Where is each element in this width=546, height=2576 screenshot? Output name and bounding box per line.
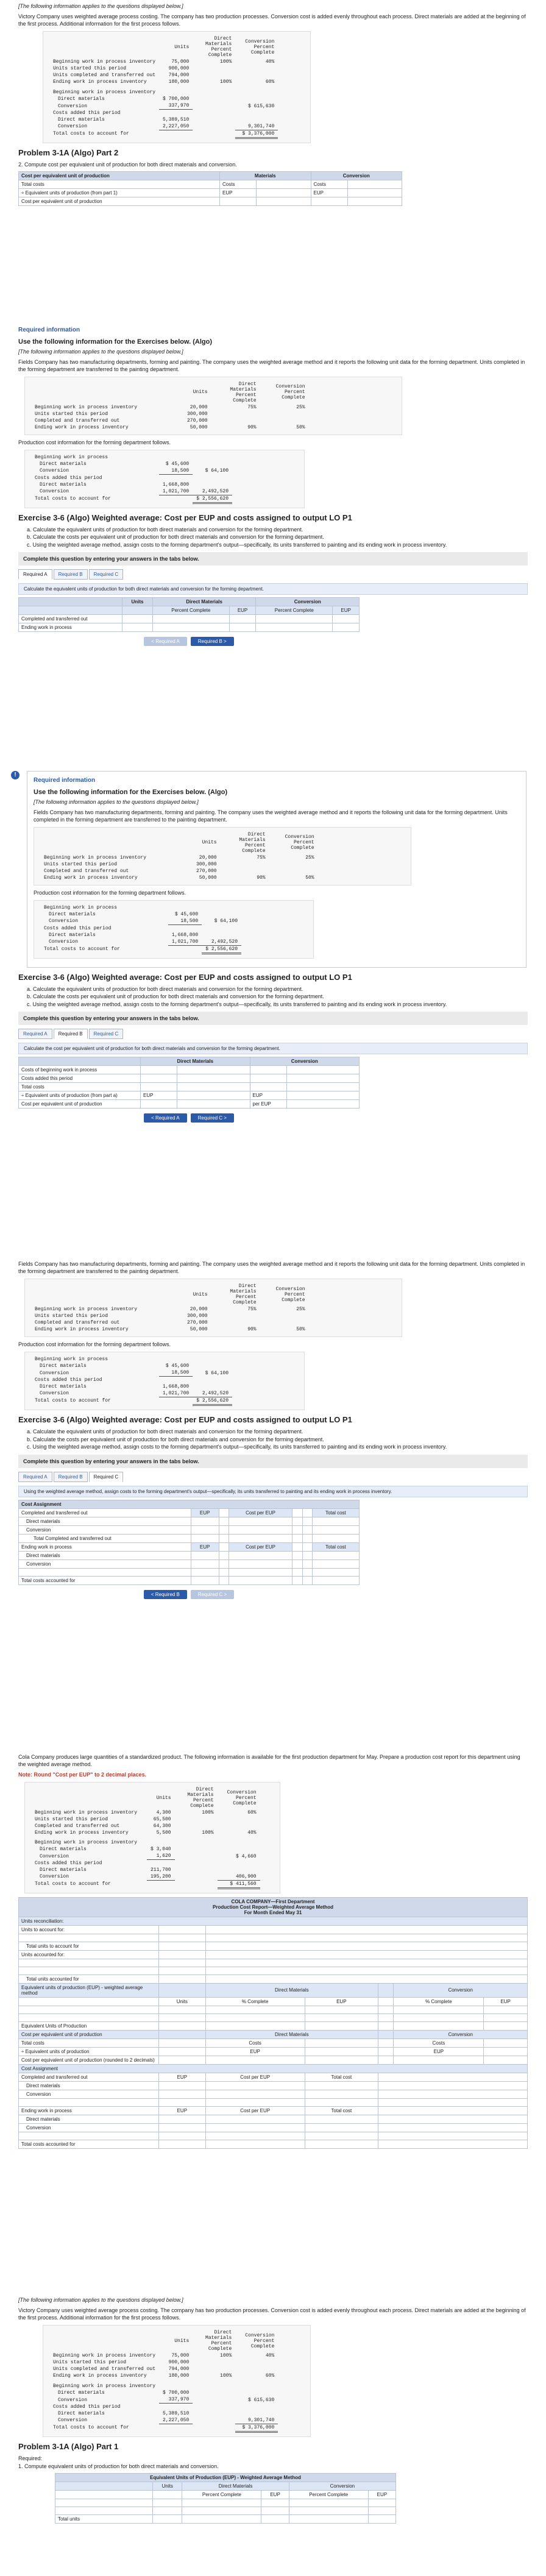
tab-required-a[interactable]: Required A [18, 1029, 52, 1039]
parts-list [18, 526, 528, 549]
answer-input[interactable] [257, 197, 311, 206]
list-item: a. Calculate the equivalent units of production for both direct materials and conversion for the forming department. [27, 526, 303, 533]
data-table-panel [24, 1279, 402, 1337]
table-row: Beginning work in process inventory [35, 1840, 138, 1846]
answer-input[interactable] [312, 1525, 359, 1534]
instruction-bar: Calculate the equivalent units of production for both direct materials and conversion for the forming department. [18, 583, 528, 595]
grid-row-label: Cost per equivalent unit of production [19, 197, 220, 206]
table-row: Completed and transferred out 64,300 [35, 1823, 171, 1829]
section-exercise-req-b [0, 771, 546, 1127]
list-item: c. Using the weighted average method, assign costs to the forming department's output—specifically, its units transferred to painting and its ending work in process inventory. [27, 541, 447, 548]
required-info-title: Required information [18, 327, 80, 333]
unit-data-table [49, 35, 278, 139]
exercise-heading: Use the following information for the Exercises below. (Algo) [34, 788, 228, 796]
answer-input[interactable] [177, 1100, 250, 1109]
answer-input[interactable] [305, 2014, 378, 2021]
complete-banner: Complete this question by entering your answers in the tabs below. [18, 1455, 528, 1468]
table-row: Conversion 337,970 $ 615,630 [58, 2397, 275, 2403]
required-label: Required: [18, 2455, 43, 2461]
unit-data-table: Units Direct Materials Percent Complete Conversion Percent Complete Beginning work in process inventory 75,000 100% 40% Units started this period 900,000 Units completed and transferred out 794,000 Ending work in process inventory 180,000 100% 60% Beginning work in process inventory Direct materials $ 700,000 Conversion 337,970 $ 615,630 Costs added this period Direct materials 5,389,510 Conversion 2,227,050 9,301,740 Total costs to account for $ 3,376,000 [49, 2329, 278, 2433]
next-button[interactable]: Required C > [191, 1590, 234, 1599]
table-row: Conversion 1,021,700 2,492,520 [31, 1390, 232, 1397]
table-row: Costs added this period [44, 925, 112, 931]
data-table-panel [24, 377, 402, 435]
answer-input[interactable] [182, 2499, 261, 2507]
grid-row-label: Completed and transferred out [19, 615, 122, 623]
grid-row-label: Total units [55, 2515, 153, 2524]
answer-input[interactable] [368, 2515, 395, 2524]
answer-input[interactable] [305, 2098, 378, 2106]
grid-row-label: Costs added this period [19, 1074, 141, 1083]
table-row: Direct materials 5,389,510 [58, 116, 190, 122]
col-units: Units [174, 44, 190, 50]
grid-row-label: ÷ Equivalent units of production (from part 1) [19, 189, 220, 197]
question-text: 1. Compute equivalent units of production for both direct materials and conversion. [18, 2463, 219, 2470]
list-item: c. Using the weighted average method, assign costs to the forming department's output—specifically, its units transferred to painting and its ending work in process inventory. [27, 1444, 447, 1450]
answer-input[interactable] [289, 2507, 368, 2515]
answer-input[interactable] [229, 1517, 292, 1525]
exercise-title: Exercise 3-6 (Algo) Weighted average: Cost per EUP and costs assigned to output LO P1 [18, 1414, 352, 1424]
section-production-cost-report [0, 1753, 546, 2149]
complete-banner: Complete this question by entering your answers in the tabs below. [18, 1012, 528, 1025]
answer-input[interactable] [159, 2014, 206, 2021]
answer-input[interactable] [153, 2515, 182, 2524]
answer-input[interactable] [55, 2499, 153, 2507]
report-title: COLA COMPANY—First Department [231, 1898, 315, 1904]
answer-input[interactable] [333, 615, 360, 623]
unit-data-table: Units Direct Materials Percent Complete Conversion Percent Complete Beginning work in process inventory 20,000 75% 25% Units started this period 300,000 Completed and transferred out 270,000 Ending work in process inventory 50,000 90% 50% [31, 381, 309, 431]
table-row: Direct materials $ 3,040 [40, 1847, 171, 1853]
table-row: Conversion 1,021,700 2,492,520 [31, 488, 232, 495]
cost-table-panel [24, 1352, 305, 1410]
report-date: For Month Ended May 31 [244, 1909, 302, 1915]
intro-text: Victory Company uses weighted average process costing. The company has two production processes. Conversion cost is added evenly throughout each process. Direct materials are added at the beginning of the first process. Additional information for the first process follows. [18, 13, 526, 27]
table-row: Units started this period 900,000 [53, 2360, 190, 2366]
answer-input[interactable] [368, 2499, 395, 2507]
answer-input[interactable] [205, 2090, 305, 2098]
table-row: Total costs to account for $ 2,556,620 [40, 945, 241, 953]
answer-input[interactable] [205, 2006, 305, 2014]
cost-data-table [31, 1356, 232, 1406]
grid-row-label: Total costs [19, 180, 220, 189]
table-row: Conversion 18,500 $ 64,100 [40, 468, 229, 474]
tab-required-b[interactable]: Required B [54, 569, 88, 580]
table-row: Units started this period 300,000 [35, 1313, 208, 1319]
answer-input[interactable] [261, 2507, 289, 2515]
table-row: Conversion 18,500 $ 64,100 [49, 918, 238, 924]
answer-input[interactable] [261, 2515, 289, 2524]
data-table-panel [24, 1782, 280, 1893]
list-item: b. Calculate the costs per equivalent unit of production for both direct materials and conversion for the forming department. [27, 993, 324, 1000]
table-row: Direct materials $ 45,600 [40, 461, 190, 467]
grid-header: Cost per equivalent unit of production [19, 172, 220, 180]
prev-button[interactable]: < Required B [144, 1590, 187, 1599]
section-exercise-req-c [0, 1260, 546, 1604]
answer-input[interactable] [205, 2014, 305, 2021]
grid-row-label: Cost per equivalent unit of production [19, 1100, 141, 1109]
answer-input[interactable] [484, 2006, 528, 2014]
table-row: Beginning work in process [44, 905, 118, 911]
table-row: Units completed and transferred out 794,000 [53, 2366, 190, 2372]
parts-list [18, 1428, 528, 1451]
answer-input[interactable] [152, 615, 229, 623]
answer-input[interactable] [305, 2056, 378, 2064]
exercise-heading: Use the following information for the Exercises below. (Algo) [18, 338, 213, 346]
table-row: Beginning work in process inventory [53, 2383, 156, 2390]
unit-data-table: Units Direct Materials Percent Complete Conversion Percent Complete Beginning work in process inventory 20,000 75% 25% Units started this period 300,000 Completed and transferred out 270,000 Ending work in process inventory 50,000 90% 50% [31, 1283, 309, 1333]
table-row: Costs added this period [35, 1860, 102, 1866]
list-item: a. Calculate the equivalent units of production for both direct materials and conversion for the forming department. [27, 1428, 303, 1435]
info-note: [The following information applies to the questions displayed below.] [18, 2297, 183, 2303]
tab-required-c[interactable]: Required C [89, 1472, 123, 1482]
answer-input[interactable] [159, 1967, 206, 1975]
cost-intro: Production cost information for the forming department follows. [18, 1341, 171, 1348]
answer-input[interactable] [312, 1534, 359, 1542]
answer-input[interactable] [182, 2507, 261, 2515]
answer-input[interactable] [286, 1066, 360, 1074]
table-row: Ending work in process inventory 5,500 100% 40% [35, 1830, 257, 1836]
cost-intro: Production cost information for the forming department follows. [34, 889, 186, 896]
unit-data-table: Units Direct Materials Percent Complete Conversion Percent Complete Beginning work in process inventory 4,300 100% 60% Units started this period 65,500 Completed and transferred out 64,300 Ending work in process inventory 5,500 100% 40% Beginning work in process inventory Direct materials $ 3,040 Conversion 1,620 $ 4,660 Costs added this period Direct materials 211,700 Conversion 195,200 406,900 Total costs to account for $ 411,560 [31, 1786, 260, 1889]
table-row: Beginning work in process inventory 20,000 75% 25% [35, 1307, 305, 1313]
answer-input[interactable] [19, 2006, 159, 2014]
answer-input[interactable] [191, 1517, 219, 1525]
data-table-panel [43, 2325, 311, 2437]
grid-header: Conversion [311, 172, 402, 180]
answer-input[interactable] [159, 2090, 206, 2098]
table-row: Units started this period 900,000 [53, 66, 190, 72]
table-row: Total costs to account for $ 3,376,000 [49, 130, 278, 138]
section-exercise-req-a [0, 326, 546, 651]
cost-table-panel [34, 900, 314, 959]
answer-input[interactable] [312, 1517, 359, 1525]
answer-input[interactable] [257, 180, 311, 189]
table-row: Conversion 1,021,700 2,492,520 [40, 939, 241, 946]
answer-input[interactable] [256, 615, 333, 623]
answer-input[interactable] [261, 2499, 289, 2507]
table-row: Conversion 2,227,050 9,301,740 [49, 123, 278, 130]
answer-input[interactable] [305, 2123, 378, 2132]
table-row: Direct materials $ 700,000 [58, 96, 190, 102]
answer-input[interactable] [347, 189, 402, 197]
answer-input[interactable] [286, 1100, 360, 1109]
answer-input[interactable] [205, 2115, 305, 2123]
answer-input[interactable] [305, 2021, 378, 2030]
cost-per-eup-grid: Cost per equivalent unit of production Materials Conversion Total costs Costs Costs ÷ Equivalent units of production (from part 1) EUP EUP Cost per equivalent unit of production [18, 171, 402, 206]
answer-input[interactable] [19, 1934, 159, 1942]
list-item: b. Calculate the costs per equivalent unit of production for both direct materials and conversion for the forming department. [27, 534, 324, 541]
prev-button[interactable]: < Required A [144, 637, 186, 646]
answer-input[interactable] [286, 1091, 360, 1100]
answer-input[interactable] [289, 2499, 368, 2507]
table-row: Direct materials 1,668,800 [40, 481, 190, 488]
tab-nav [18, 1113, 360, 1123]
table-row: Costs added this period [35, 1377, 102, 1383]
answer-input[interactable] [347, 197, 402, 206]
answer-input[interactable] [159, 1934, 206, 1942]
data-table-panel [34, 827, 411, 885]
cost-assignment-grid: Cost Assignment Completed and transferred out EUP Cost per EUP Total cost Direct materials Conversion Total Completed and transferred out Ending work in process EUP Cost per EUP Total cost Direct materials Conversion Total costs accounted for [18, 1500, 360, 1585]
table-row: Ending work in process inventory 180,000 100% 60% [53, 79, 275, 85]
answer-input[interactable] [286, 1083, 360, 1091]
info-note: [The following information applies to the questions displayed below.] [18, 348, 183, 355]
answer-input[interactable] [312, 1559, 359, 1568]
table-row: Units started this period 300,000 [35, 411, 208, 417]
table-row: Conversion 195,200 406,900 [31, 1873, 260, 1881]
tab-nav [18, 637, 360, 646]
col-conv: Conversion Percent Complete [245, 38, 275, 55]
note-text: Note: Round "Cost per EUP" to 2 decimal places. [18, 1772, 147, 1778]
answer-input[interactable] [312, 1576, 359, 1584]
table-row: Beginning work in process inventory 75,000 100% 40% [53, 59, 275, 65]
answer-input[interactable] [333, 623, 360, 632]
table-row: Costs added this period [53, 110, 121, 116]
info-note: [The following information applies to the questions displayed below.] [34, 798, 199, 805]
answer-input[interactable] [312, 1551, 359, 1559]
table-row: Total costs to account for $ 411,560 [31, 1880, 260, 1888]
col-dm: Direct Materials Percent Complete [205, 36, 232, 59]
grid-row-label: Total costs [19, 1083, 141, 1091]
table-row: Ending work in process inventory 50,000 90% 50% [35, 1327, 305, 1333]
answer-input[interactable] [368, 2507, 395, 2515]
answer-input[interactable] [484, 2056, 528, 2064]
eup-grid: Units Direct Materials Conversion Percent Complete EUP Percent Complete EUP Completed and transferred out Ending work in process [18, 597, 360, 632]
grid-row-label: ÷ Equivalent units of production (from part a) [19, 1091, 141, 1100]
table-row: Total costs to account for $ 3,376,000 [49, 2424, 278, 2432]
next-button[interactable]: Required C > [191, 1113, 234, 1123]
table-row: Direct materials $ 45,600 [49, 912, 199, 918]
tab-required-b[interactable]: Required B [54, 1472, 88, 1482]
prev-button[interactable]: < Required A [144, 1113, 186, 1123]
grid-row-label: Costs of beginning work in process [19, 1066, 141, 1074]
table-row: Beginning work in process inventory 75,000 100% 40% [53, 2353, 275, 2359]
table-row: Ending work in process inventory 50,000 90% 50% [44, 875, 314, 881]
tab-required-b[interactable]: Required B [54, 1029, 88, 1039]
exercise-title: Exercise 3-6 (Algo) Weighted average: Cost per EUP and costs assigned to output LO P1 [18, 513, 352, 522]
answer-input[interactable] [256, 623, 333, 632]
table-row: Conversion 1,620 $ 4,660 [40, 1853, 257, 1859]
answer-input[interactable] [229, 1559, 292, 1568]
table-row: Direct materials 1,668,800 [40, 1383, 190, 1389]
answer-input[interactable] [122, 615, 153, 623]
answer-input[interactable] [484, 2038, 528, 2047]
table-row: Direct materials 1,668,800 [49, 932, 199, 938]
answer-input[interactable] [19, 2014, 159, 2021]
answer-input[interactable] [159, 2115, 206, 2123]
table-row: Completed and transferred out 270,000 [35, 1320, 208, 1326]
intro-text: Victory Company uses weighted average process costing. The company has two production processes. Conversion cost is added evenly throughout each process. Direct materials are added at the beginning of the first process. Additional information for the first process follows. [18, 2307, 526, 2321]
required-tabs [18, 1472, 528, 1482]
answer-input[interactable] [122, 623, 153, 632]
next-button[interactable]: Required B > [191, 637, 234, 646]
list-item: c. Using the weighted average method, assign costs to the forming department's output—specifically, its units transferred to painting and its ending work in process inventory. [27, 1001, 447, 1007]
answer-input[interactable] [229, 615, 256, 623]
answer-input[interactable] [152, 623, 229, 632]
table-row: Costs added this period [35, 475, 102, 481]
table-row: Total costs to account for $ 2,556,620 [31, 495, 232, 503]
answer-input[interactable] [177, 1066, 250, 1074]
answer-input[interactable] [55, 2507, 153, 2515]
table-row: Total costs to account for $ 2,556,620 [31, 1397, 232, 1405]
section-problem-part1 [0, 2296, 546, 2524]
instruction-bar: Calculate the cost per equivalent unit of production for both direct materials and conversion for the forming department. [18, 1043, 528, 1054]
answer-input[interactable] [159, 2006, 206, 2014]
parts-list [18, 985, 528, 1009]
grid-header: Materials [220, 172, 311, 180]
answer-input[interactable] [305, 2090, 378, 2098]
instruction-bar: Using the weighted average method, assign costs to the forming department's output—specifically, its units transferred to painting and its ending work in process inventory. [18, 1486, 528, 1497]
problem-title: Problem 3-1A (Algo) Part 2 [18, 147, 119, 157]
answer-input[interactable] [191, 1559, 219, 1568]
production-cost-report-grid: COLA COMPANY—First Department Production Cost Report—Weighted Average Method For Month Ended May 31 Units reconciliation: Units to account for: Total units to account for Units accounted for: Total units accounted for Equivalent units of production (EUP) - weighted average method Direct Materials Conversion Units % Complete EUP % Complete EUP Equivalent Units of Production Cost per equivalent unit of production Direct Materials Conversion Total costs Costs Costs ÷ Equivalent units of production EUP EUP Cost per equivalent unit of production (rounded to 2 decimals) Cost Assignment Completed and transferred out EUP Cost per EUP Total cost Direct materials Conversion Ending work in process EUP Cost per EUP Total cost Direct materials Conversion Total costs accounted for [18, 1897, 528, 2149]
answer-input[interactable] [347, 180, 402, 189]
list-item: a. Calculate the equivalent units of production for both direct materials and conversion for the forming department. [27, 985, 303, 992]
intro-text: Fields Company has two manufacturing departments, forming and painting. The company uses the weighted average method and it reports the following unit data for the forming department. Units completed in the forming department are transferred to the painting department. [18, 358, 525, 372]
table-row: Ending work in process inventory 50,000 90% 50% [35, 424, 305, 430]
table-row: Units started this period 65,500 [35, 1817, 171, 1823]
answer-input[interactable] [484, 2021, 528, 2030]
report-subtitle: Production Cost Report—Weighted Average Method [213, 1904, 333, 1910]
table-row: Beginning work in process inventory [53, 90, 156, 96]
answer-input[interactable] [484, 2047, 528, 2056]
answer-input[interactable] [159, 1975, 206, 1983]
required-info-title: Required information [34, 777, 96, 784]
answer-input[interactable] [159, 1959, 206, 1967]
answer-input[interactable] [191, 1551, 219, 1559]
table-row: Beginning work in process [35, 455, 108, 461]
cost-intro: Production cost information for the forming department follows. [18, 439, 171, 445]
answer-input[interactable] [159, 1942, 206, 1950]
answer-input[interactable] [177, 1083, 250, 1091]
answer-input[interactable] [229, 1551, 292, 1559]
answer-input[interactable] [19, 1959, 159, 1967]
answer-input[interactable] [305, 2038, 378, 2047]
answer-input[interactable] [305, 2132, 378, 2140]
answer-input[interactable] [153, 2499, 182, 2507]
question-text: 2. Compute cost per equivalent unit of production for both direct materials and conversion. [18, 161, 237, 168]
table-row: Units started this period 300,000 [44, 861, 217, 867]
answer-input[interactable] [159, 1925, 206, 1934]
answer-input[interactable] [205, 2081, 305, 2090]
info-note: [The following information applies to the questions displayed below.] [18, 3, 183, 9]
answer-input[interactable] [484, 2014, 528, 2021]
table-row: Costs added this period [53, 2404, 121, 2410]
tab-nav [18, 1590, 360, 1599]
table-row: Conversion 337,970 $ 615,630 [58, 103, 275, 109]
answer-input[interactable] [229, 1525, 292, 1534]
eup-grid: Equivalent Units of Production (EUP) - Weighted Average Method Units Direct Materials Conversion Percent Complete EUP Percent Complete EUP Total units [55, 2473, 396, 2524]
answer-input[interactable] [305, 2081, 378, 2090]
answer-input[interactable] [394, 2014, 484, 2021]
table-row: Direct materials 211,700 [40, 1867, 171, 1873]
answer-input[interactable] [305, 2006, 378, 2014]
intro-text: Fields Company has two manufacturing departments, forming and painting. The company uses the weighted average method and it reports the following unit data for the forming department. Units completed in the forming department are transferred to the painting department. [18, 1261, 525, 1275]
answer-input[interactable] [153, 2507, 182, 2515]
table-row: Direct materials $ 45,600 [40, 1363, 190, 1369]
tab-required-a[interactable]: Required A [18, 1472, 52, 1482]
table-row: Direct materials 5,389,510 [58, 2410, 190, 2416]
answer-input[interactable] [177, 1074, 250, 1083]
answer-input[interactable] [229, 623, 256, 632]
answer-input[interactable] [191, 1525, 219, 1534]
answer-input[interactable] [205, 2123, 305, 2132]
table-row: Completed and transferred out 270,000 [44, 868, 217, 874]
table-row: Beginning work in process inventory 20,000 75% 25% [35, 404, 305, 410]
table-row: Beginning work in process inventory 20,000 75% 25% [44, 854, 314, 860]
cost-table-panel [24, 450, 305, 508]
exercise-title: Exercise 3-6 (Algo) Weighted average: Cost per EUP and costs assigned to output LO P1 [18, 972, 352, 982]
answer-input[interactable] [257, 189, 311, 197]
answer-input[interactable] [394, 2006, 484, 2014]
answer-input[interactable] [305, 2115, 378, 2123]
answer-input[interactable] [305, 2047, 378, 2056]
section-problem-part2 [0, 2, 546, 206]
list-item: b. Calculate the costs per equivalent unit of production for both direct materials and conversion for the forming department. [27, 1436, 324, 1442]
answer-input[interactable] [159, 2123, 206, 2132]
table-row: Beginning work in process inventory 4,300 100% 60% [35, 1810, 257, 1816]
tab-required-c[interactable]: Required C [89, 569, 123, 580]
required-tabs [18, 569, 528, 580]
cost-data-table [31, 454, 232, 504]
table-row: Beginning work in process [35, 1357, 108, 1363]
cost-per-eup-grid: Direct Materials Conversion Costs of beginning work in process Costs added this period Total costs ÷ Equivalent units of production (from part a) EUP EUP Cost per equivalent unit of production per EUP [18, 1057, 360, 1109]
data-table-panel [43, 31, 311, 143]
intro-text: Cola Company produces large quantities of a standardized product. The following information is available for the first production department for May. Prepare a production cost report for this department using the weighted average method. [18, 1754, 520, 1768]
table-row: Conversion 18,500 $ 64,100 [40, 1370, 229, 1376]
table-row: Conversion 2,227,050 9,301,740 [49, 2417, 278, 2424]
required-tabs [18, 1029, 528, 1039]
table-row: Ending work in process inventory 180,000 100% 60% [53, 2373, 275, 2379]
complete-banner: Complete this question by entering your answers in the tabs below. [18, 552, 528, 566]
answer-input[interactable] [305, 2140, 378, 2148]
table-row: Units completed and transferred out 794,000 [53, 73, 190, 79]
answer-input[interactable] [159, 2081, 206, 2090]
intro-text: Fields Company has two manufacturing departments, forming and painting. The company uses the weighted average method and it reports the following unit data for the forming department. Units completed in the forming department are transferred to the painting department. [34, 809, 508, 823]
table-row: Completed and transferred out 270,000 [35, 417, 208, 424]
answer-input[interactable] [177, 1091, 250, 1100]
info-icon: ! [11, 771, 20, 779]
table-row: Direct materials $ 700,000 [58, 2390, 190, 2396]
grid-row-label: Ending work in process [19, 623, 122, 632]
cost-data-table [40, 904, 241, 954]
problem-title: Problem 3-1A (Algo) Part 1 [18, 2441, 119, 2451]
tab-required-c[interactable]: Required C [89, 1029, 123, 1039]
answer-input[interactable] [19, 1967, 159, 1975]
unit-data-table: Units Direct Materials Percent Complete Conversion Percent Complete Beginning work in process inventory 20,000 75% 25% Units started this period 300,000 Completed and transferred out 270,000 Ending work in process inventory 50,000 90% 50% [40, 831, 318, 881]
tab-required-a[interactable]: Required A [18, 569, 52, 580]
answer-input[interactable] [286, 1074, 360, 1083]
